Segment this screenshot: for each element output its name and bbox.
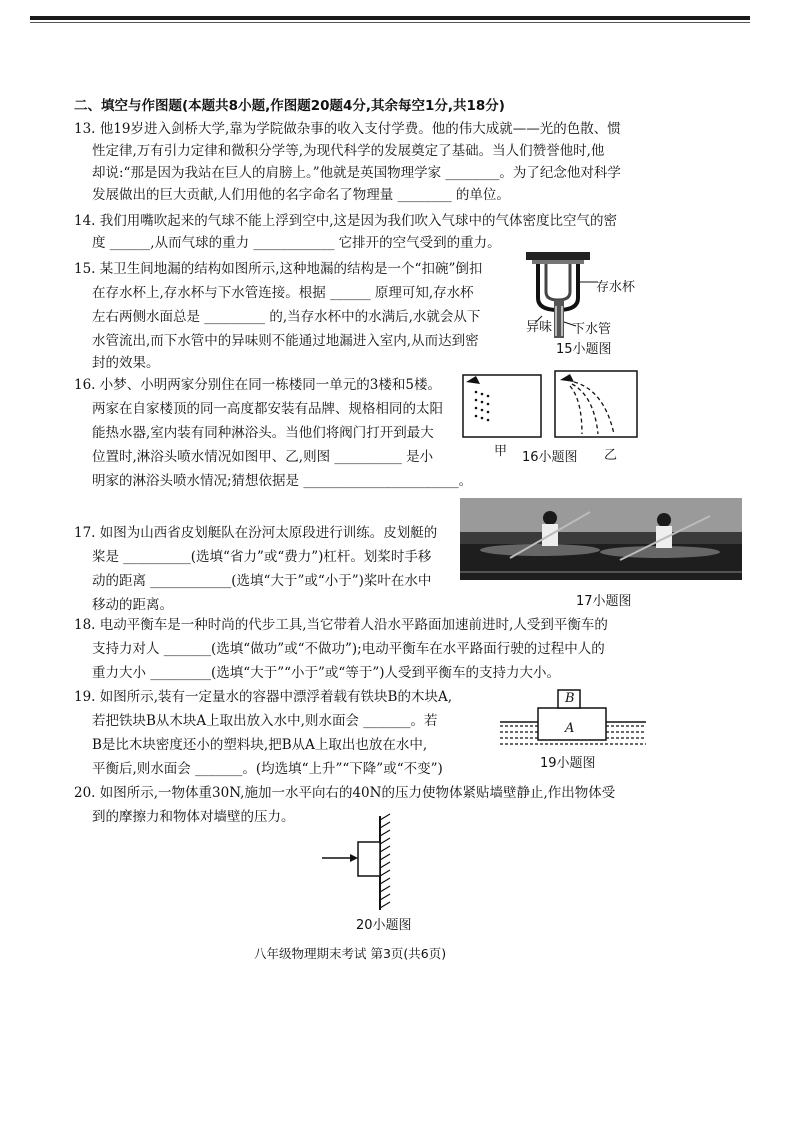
- q13-line-1: 13. 他19岁进入剑桥大学,靠为学院做杂事的收入支付学费。他的伟大成就——光的色散、惯: [74, 121, 621, 137]
- header-rule-thin: [30, 22, 750, 23]
- q14-line-2: 度 ______,从而气球的重力 ____________ 它排开的空气受到的重力。: [92, 235, 501, 251]
- q15-line-2: 在存水杯上,存水杯与下水管连接。根据 ______ 原理可知,存水杯: [92, 285, 474, 301]
- fig19-caption: 19小题图: [540, 756, 596, 771]
- q16-line-3: 能热水器,室内装有同种淋浴头。当他们将阀门打开到最大: [92, 425, 434, 441]
- q13-line-2: 性定律,万有引力定律和微积分学等,为现代科学的发展奠定了基础。当人们赞誉他时,他: [92, 143, 605, 159]
- fig19-label-b: B: [565, 691, 575, 706]
- q16-line-2: 两家在自家楼顶的同一高度都安装有品牌、规格相同的太阳: [92, 401, 443, 417]
- fig19-label-a: A: [565, 721, 575, 736]
- fig16-label-a: 甲: [494, 444, 508, 459]
- q13-line-3: 却说:“那是因为我站在巨人的肩膀上。”他就是英国物理学家 ________。为了纪念他对科学: [92, 165, 621, 181]
- q16-line-1: 16. 小梦、小明两家分别住在同一栋楼同一单元的3楼和5楼。: [74, 377, 441, 393]
- fig16-caption: 16小题图: [522, 450, 578, 465]
- q19-line-4: 平衡后,则水面会 _______。(均选填“上升”“下降”或“不变”): [92, 761, 443, 777]
- q17-line-4: 移动的距离。: [92, 597, 173, 613]
- fig17-caption: 17小题图: [576, 594, 632, 609]
- q15-line-4: 水管流出,而下水管中的异味则不能通过地漏进入室内,从而达到密: [92, 333, 479, 349]
- fig16-shower-a: [462, 374, 542, 438]
- q17-line-2: 桨是 __________(选填“省力”或“费力”)杠杆。划桨时手移: [92, 549, 432, 565]
- q18-line-3: 重力大小 _________(选填“大于”“小于”或“等于”)人受到平衡车的支持力大小。: [92, 665, 560, 681]
- fig15-label-pipe: 下水管: [572, 322, 612, 337]
- fig16-label-b: 乙: [604, 448, 618, 463]
- q19-line-3: B是比木块密度还小的塑料块,把B从A上取出也放在水中,: [92, 737, 428, 753]
- q20-line-1: 20. 如图所示,一物体重30N,施加一水平向右的40N的压力使物体紧贴墙壁静止,作出物体受: [74, 785, 616, 801]
- q14-line-1: 14. 我们用嘴吹起来的气球不能上浮到空中,这是因为我们吹入气球中的气体密度比空气的密: [74, 213, 618, 229]
- fig20-block-wall: [318, 812, 398, 912]
- fig15-caption: 15小题图: [556, 342, 612, 357]
- q19-line-1: 19. 如图所示,装有一定量水的容器中漂浮着载有铁块B的木块A,: [74, 689, 453, 705]
- q15-line-3: 左右两侧水面总是 _________ 的,当存水杯中的水满后,水就会从下: [92, 309, 481, 325]
- q18-line-2: 支持力对人 _______(选填“做功”或“不做功”);电动平衡车在水平路面行驶的过程中人的: [92, 641, 605, 657]
- fig15-label-cup: 存水杯: [596, 280, 636, 295]
- fig17-kayak-photo: [460, 498, 742, 580]
- q17-line-3: 动的距离 ____________(选填“大于”或“小于”)桨叶在水中: [92, 573, 432, 589]
- q15-line-1: 15. 某卫生间地漏的结构如图所示,这种地漏的结构是一个“扣碗”倒扣: [74, 261, 483, 277]
- q20-line-2: 到的摩擦力和物体对墙壁的压力。: [92, 809, 295, 825]
- q19-line-2: 若把铁块B从木块A上取出放入水中,则水面会 _______。若: [92, 713, 438, 729]
- q18-line-1: 18. 电动平衡车是一种时尚的代步工具,当它带着人沿水平路面加速前进时,人受到平衡车的: [74, 617, 608, 633]
- fig16-shower-b: [554, 370, 638, 438]
- page-footer: 八年级物理期末考试 第3页(共6页): [254, 946, 447, 961]
- q15-line-5: 封的效果。: [92, 355, 160, 371]
- fig20-caption: 20小题图: [356, 918, 412, 933]
- header-rule: [30, 16, 750, 20]
- fig15-label-smell: 异味: [526, 320, 553, 335]
- q16-line-5: 明家的淋浴头喷水情况;猜想依据是 _______________________。: [92, 473, 473, 489]
- section-title: 二、填空与作图题(本题共8小题,作图题20题4分,其余每空1分,共18分): [74, 98, 505, 114]
- q16-line-4: 位置时,淋浴头喷水情况如图甲、乙,则图 __________ 是小: [92, 449, 434, 465]
- q13-line-4: 发展做出的巨大贡献,人们用他的名字命名了物理量 ________ 的单位。: [92, 187, 510, 203]
- q17-line-1: 17. 如图为山西省皮划艇队在汾河太原段进行训练。皮划艇的: [74, 525, 438, 541]
